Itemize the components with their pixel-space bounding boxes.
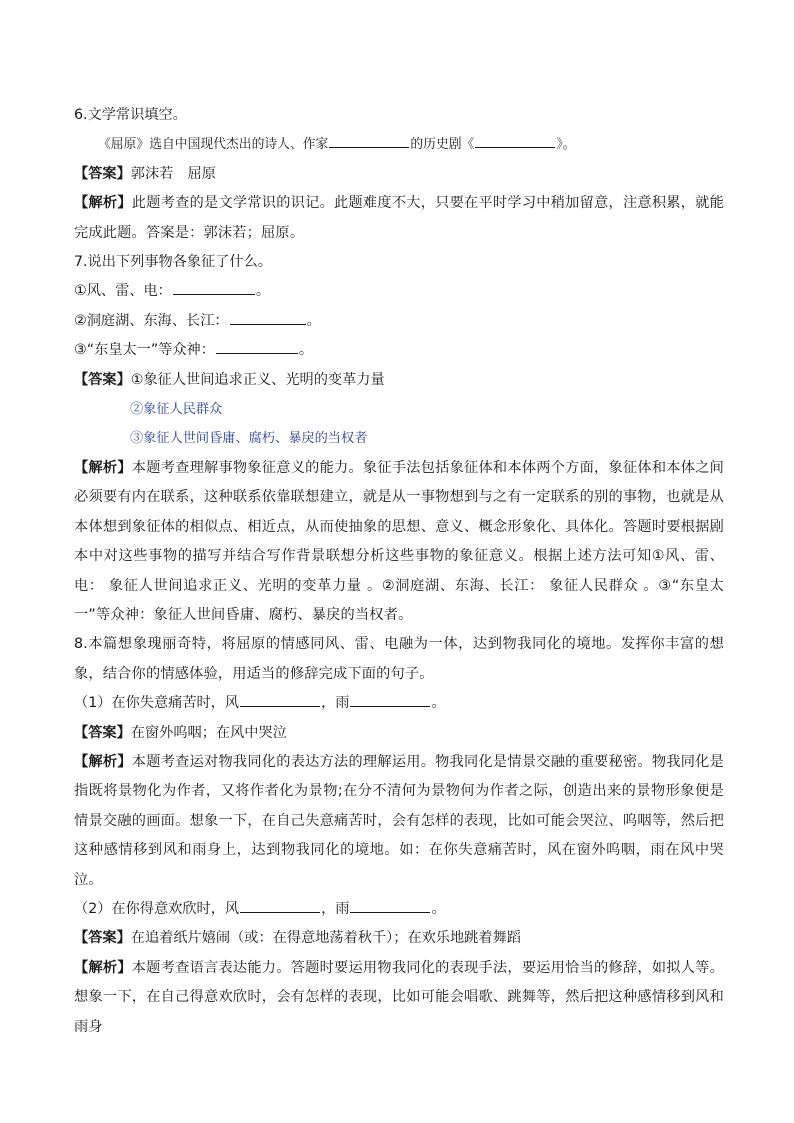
q7-blank-1[interactable] [173, 280, 255, 295]
q7-item-1-period: 。 [255, 283, 271, 300]
q8-answer-2 [74, 924, 724, 953]
q7-item-1-label: ①风、雷、电： [74, 283, 172, 300]
q7-answer-2: ②象征人民群众 [130, 402, 223, 418]
q7-item-3-period: 。 [298, 342, 314, 359]
q7-item-2-period: 。 [306, 312, 321, 329]
q8-sentence-2 [74, 895, 724, 924]
q8-s2-part-c: 。 [431, 900, 446, 917]
analysis-tag: 【解析】 [74, 753, 132, 770]
analysis-tag: 【解析】 [74, 959, 132, 976]
q8-s2-blank-wind[interactable] [240, 898, 320, 913]
q7-item-2 [74, 307, 724, 336]
q8-analysis-2-text: 本题考查语言表达能力。答题时要运用物我同化的表现手法，要运用恰当的修辞，如拟人等。想象一下，在自己得意欢欣时，会有怎样的表现，比如可能会唱歌、跳舞等，然后把这种感情移到风和雨身 [74, 959, 725, 1035]
q7-item-3-label: ③“东皇太一”等众神： [74, 342, 215, 359]
q6-title: 6.文学常识填空。 [74, 107, 187, 123]
q7-answer-3: ③象征人世间昏庸、腐朽、暴戾的当权者 [130, 431, 368, 447]
q8-s1-part-c: 。 [431, 695, 446, 712]
analysis-tag: 【解析】 [74, 459, 132, 476]
q7-blank-2[interactable] [230, 310, 306, 325]
answer-tag: 【答案】 [74, 165, 131, 182]
q7-blank-3[interactable] [216, 339, 298, 354]
q7-item-1 [74, 277, 724, 306]
answer-tag: 【答案】 [74, 930, 131, 947]
q7-analysis [74, 454, 724, 630]
q8-s2-part-b: ，雨 [321, 900, 350, 917]
q6-blank-author[interactable] [329, 133, 409, 148]
q8-analysis-1-text: 本题考查运对物我同化的表达方法的理解运用。物我同化是情景交融的重要秘密。物我同化是指既将景物化为作者，又将作者化为景物;在分不清何为景物何为作者之际，创造出来的景物形象便是情景交融的画面。想象一下，在自己失意痛苦时，会有怎样的表现，比如可能会哭泣、呜咽等，然后把这种感情移到风和雨身上，达到物我同化的境地。如：在你失意痛苦时，风在窗外呜咽，雨在风中哭泣。 [74, 753, 725, 888]
q8-s1-part-a: （1）在你失意痛苦时，风 [74, 695, 240, 712]
analysis-tag: 【解析】 [74, 195, 132, 212]
q7-analysis-text: 本题考查理解事物象征意义的能力。象征手法包括象征体和本体两个方面，象征体和本体之间必须要有内在联系，这种联系依靠联想建立，就是从一事物想到与之有一定联系的别的事物，也就是从本体想到象征体的相似点、相近点，从而使抽象的思想、意义、概念形象化、具体化。答题时要根据剧本中对这些事物的描写并结合写作背景联想分析这些事物的象征意义。根据上述方法可知①风、雷、电： 象征人世间追求正义、光明的变革力量 。②洞庭湖、东海、长江： 象征人民群众 。③“东皇太一”等众神：象征人世间昏庸、腐朽、暴戾的当权者。 [74, 459, 725, 623]
q6-prompt-part-a: 《屈原》选自中国现代杰出的诗人、作家 [98, 137, 329, 153]
q8-answer-1-text: 在窗外呜咽；在风中哭泣 [130, 724, 287, 741]
q6-blank-play[interactable] [475, 133, 555, 148]
q7-item-2-label: ②洞庭湖、东海、长江： [74, 312, 229, 329]
q8-sentence-1 [74, 689, 724, 718]
q8-answer-2-text: 在追着纸片嬉闹（或：在得意地荡着秋千）；在欢乐地跳着舞蹈 [130, 930, 521, 947]
q8-analysis-1 [74, 748, 724, 895]
q6-prompt [74, 130, 724, 159]
q7-item-3 [74, 336, 724, 365]
q6-prompt-part-c: 》。 [556, 137, 576, 153]
q8-answer-1 [74, 719, 724, 748]
q8-title: 8.本篇想象瑰丽奇特，将屈原的情感同风、雷、电融为一体，达到物我同化的境地。发挥你丰富的想象，结合你的情感体验，用适当的修辞完成下面的句子。 [74, 636, 724, 682]
answer-tag: 【答案】 [74, 371, 131, 388]
q7-title: 7.说出下列事物各象征了什么。 [74, 254, 272, 271]
q8-s2-blank-rain[interactable] [350, 898, 430, 913]
q6-analysis-text: 此题考查的是文学常识的识记。此题难度不大，只要在平时学习中稍加留意，注意积累，就能完成此题。答案是：郭沫若；屈原。 [74, 195, 725, 241]
q6-analysis [74, 189, 724, 248]
q8-s1-blank-wind[interactable] [240, 692, 320, 707]
answer-tag: 【答案】 [74, 724, 131, 741]
q7-answer-1: ①象征人世间追求正义、光明的变革力量 [130, 371, 385, 388]
q6-answer [74, 160, 724, 189]
q7-answer [74, 366, 724, 395]
q6-prompt-part-b: 的历史剧《 [410, 137, 475, 153]
q8-analysis-2 [74, 954, 724, 1042]
q8-s1-part-b: ，雨 [321, 695, 350, 712]
q8-s1-blank-rain[interactable] [350, 692, 430, 707]
q8-s2-part-a: （2）在你得意欢欣时，风 [74, 900, 240, 917]
q6-answer-text: 郭沫若 屈原 [130, 165, 216, 182]
document-content [74, 101, 724, 1042]
